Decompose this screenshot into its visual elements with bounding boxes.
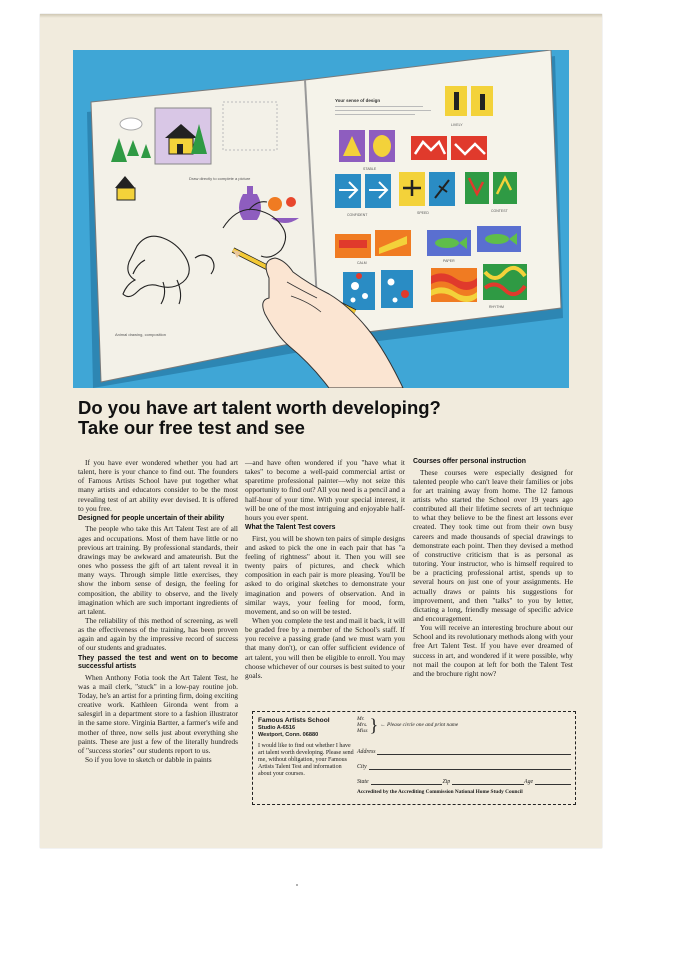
section-heading: What the Talent Test covers xyxy=(245,524,336,532)
paragraph: —and have often wondered if you "have what it takes" to become a well-paid commercial artist or sparetime professional painter—why not seize this opportunity to find out? All you need is a pencil and a half-hour of your time. With your special interest, it will be one of the most intriguing and enjoyable half-hours you ever spent. xyxy=(245,458,405,522)
coupon-form xyxy=(357,716,571,795)
state-zip-age-field[interactable] xyxy=(357,770,571,785)
svg-text:CALM: CALM xyxy=(357,261,367,265)
paragraph: When you complete the test and mail it back, it will be graded free by a member of the School's staff. If you receive a passing grade (and we must warn you that many don't), or can offer sufficient evidence of art talent, you will then be eligible to enroll. You may choose whichever of our courses is best suited to your goals. xyxy=(245,616,405,680)
coupon-school-name: Famous Artists School xyxy=(258,717,330,724)
paragraph: If you have ever wondered whether you had art talent, here is your chance to find out. The founders of Famous Artists School have put together what many artists and educators consider to be the most revealing test of art ability ever devised. It is offered to you free. xyxy=(78,458,238,513)
state-label: State xyxy=(357,779,369,785)
svg-text:LIVELY: LIVELY xyxy=(451,123,463,127)
body-column-2 xyxy=(245,458,405,680)
svg-text:SPEED: SPEED xyxy=(417,211,429,215)
body-column-1 xyxy=(78,458,238,764)
body-column-3 xyxy=(413,458,573,678)
svg-text:STABLE: STABLE xyxy=(363,167,377,171)
paragraph: The reliability of this method of screening, as well as the effectiveness of the training, has been proven again and again by the impressive record of success of our students and graduates. xyxy=(78,616,238,653)
svg-text:Draw directly to complete a pi: Draw directly to complete a picture xyxy=(189,176,251,181)
svg-text:CONFIDENT: CONFIDENT xyxy=(347,213,368,217)
headline-line-1: Do you have art talent worth developing? xyxy=(78,397,441,418)
svg-text:PAPER: PAPER xyxy=(443,259,455,263)
circle-note: ← Please circle one and print name xyxy=(380,722,459,728)
honorific-miss[interactable]: Miss xyxy=(357,728,368,735)
svg-text:CONTEST: CONTEST xyxy=(491,209,508,213)
coupon-school-info xyxy=(258,717,356,778)
coupon-school-address: Westport, Conn. 06880 xyxy=(258,731,319,738)
page-edge xyxy=(40,14,602,18)
svg-text:Animal drawing, composition: Animal drawing, composition xyxy=(115,332,166,337)
paragraph: When Anthony Fotia took the Art Talent Test, he was a mail clerk, "stuck" in a low-pay routine job. Today, he's an artist for a printing firm, doing exciting creative work. Kathleen Gironda went from a salesgirl in a department store to a fashion illustrator in the same store. Virginia Bartter, a farmer's wife and mother of three, now sells just about everything she paints. These are just a few of the literally hundreds of "success stories" our students report to us. xyxy=(78,672,238,755)
honorific-options[interactable] xyxy=(357,716,368,735)
scan-speck xyxy=(296,884,298,886)
accreditation-note: Accredited by the Accrediting Commission National Home Study Council xyxy=(357,789,523,795)
coupon-studio: Studio A-6516 xyxy=(258,724,296,731)
open-book-illustration xyxy=(73,50,569,388)
brace-icon: } xyxy=(369,715,379,735)
ad-illustration xyxy=(73,50,569,388)
headline-line-2: Take our free test and see xyxy=(78,417,305,438)
section-heading: Designed for people uncertain of their ability xyxy=(78,514,225,522)
age-label: Age xyxy=(524,779,534,785)
headline xyxy=(78,398,578,438)
section-heading: Courses offer personal instruction xyxy=(413,458,526,465)
address-field[interactable] xyxy=(357,740,571,755)
coupon-request-text: I would like to find out whether I have art talent worth developing. Please send me, without obligation, your Famous Artists Talent Test and information about your courses. xyxy=(258,742,354,777)
section-heading: They passed the test and went on to become successful artists xyxy=(78,654,238,671)
honorific-mr[interactable]: Mr. xyxy=(357,716,365,722)
zip-label: Zip xyxy=(442,779,451,785)
paragraph: First, you will be shown ten pairs of simple designs and asked to pick the one in each pair that has "a feeling of rightness" about it. Then you will see twenty pairs of pictures, and check which composition in each pair is more pleasing. You'll be asked to do original sketches to demonstrate your imagination and powers of observation. And in similar ways, your feeling for mood, form, movement, and so on will be tested. xyxy=(245,533,405,616)
svg-text:RHYTHM: RHYTHM xyxy=(489,305,504,309)
honorific-mrs[interactable]: Mrs. xyxy=(357,722,368,729)
paragraph: These courses were especially designed for talented people who can't leave their families or jobs for art training away from home. The 12 famous artists who started the School over 19 years ago contributed all their lifetime secrets of art technique to what they believe to be the finest art lessons ever created. They took time out from their own busy careers and made thousands of special drawings to demonstrate each point. Then they devised a method of constructive criticism that is as personal as tutoring. Your instructor, who is himself required to be a practicing professional artist, spends up to several hours on just one of your assignments. He actually draws or paints his suggestions for improvement, and then "talks" to you by letter, dictating a long, friendly message of specific advice and encouragement. xyxy=(413,467,573,623)
paragraph: The people who take this Art Talent Test are of all ages and occupations. Most of them have little or no previous art training. By professional standards, their drawings may be awkward and amateurish. But the ones who possess the gift of art talent reveal it in many ways. Through simple little exercises, they show the inborn sense of design, the feeling for composition, the ability to observe, and the lively imagination which are such important ingredients of art talent. xyxy=(78,524,238,616)
mail-in-coupon[interactable] xyxy=(252,711,576,805)
city-field[interactable] xyxy=(357,755,571,770)
svg-text:Your sense of design: Your sense of design xyxy=(335,98,381,103)
paragraph: So if you love to sketch or dabble in paints xyxy=(85,755,212,765)
address-label: Address xyxy=(357,749,376,755)
paragraph: You will receive an interesting brochure about our School and its revolutionary methods along with your free Art Talent Test. If you have ever dreamed of success in art, and wondered if it were possible, why not mail the coupon at left for both the Talent Test and the brochure right now? xyxy=(413,623,573,678)
name-field[interactable] xyxy=(357,716,571,740)
city-label: City xyxy=(357,764,367,770)
